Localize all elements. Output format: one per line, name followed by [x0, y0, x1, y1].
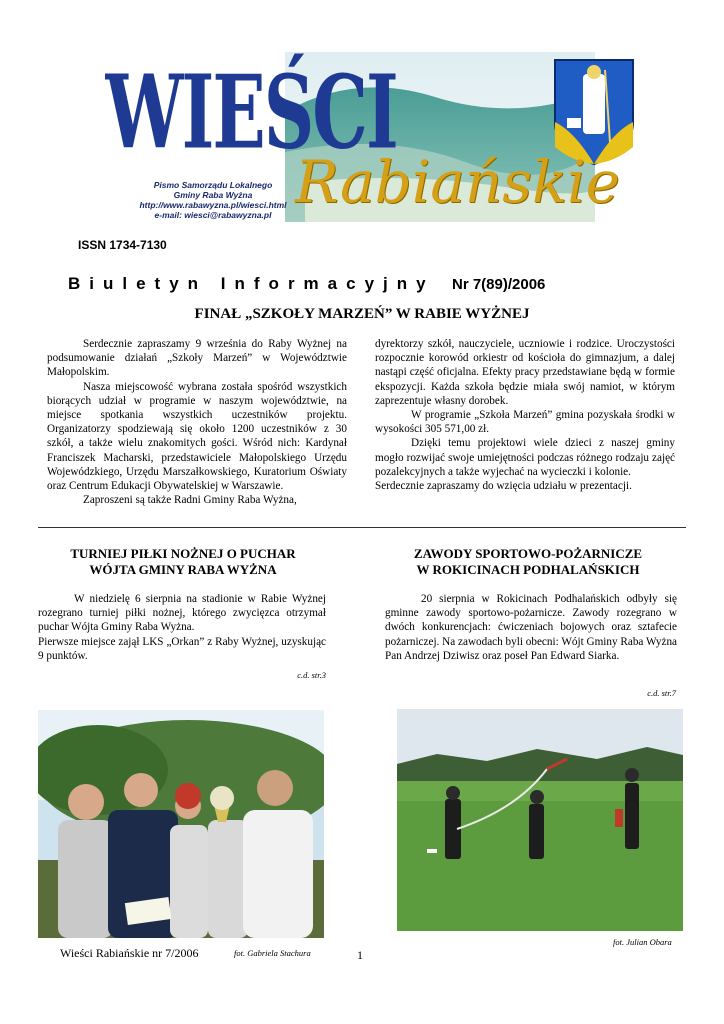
masthead-title-main: WIEŚCI [105, 52, 397, 173]
title-line: WÓJTA GMINY RABA WYŻNA [89, 562, 277, 577]
footer-publication: Wieści Rabiańskie nr 7/2006 [60, 946, 199, 960]
section-divider [38, 527, 686, 528]
publisher-line: Pismo Samorządu Lokalnego [153, 180, 273, 190]
title-line: ZAWODY SPORTOWO-POŻARNICZE [413, 546, 643, 561]
photo-caption: fot. Gabriela Stachura [234, 948, 311, 958]
page-number: 1 [357, 948, 363, 962]
football-section-body [38, 592, 326, 663]
football-section-title [38, 546, 328, 578]
firefighters-competition-photo [397, 709, 683, 931]
paragraph: Zaproszeni są także Radni Gminy Raba Wyżna, [83, 494, 297, 507]
main-article-title: FINAŁ „SZKOŁY MARZEŃ” W RABIE WYŻNEJ [194, 306, 530, 322]
main-article-right-column [375, 337, 675, 493]
publisher-url: http://www.rabawyzna.pl/wiesci.html [139, 200, 287, 210]
paragraph: Nasza miejscowość wybrana została spośród wszystkich biorących udział w programie w naszym województwie, na miejsce spotkania wszystkich uczestników projektu. Organizatorzy spodziewają się około 1200 uczestników z 30 szkół, a także wielu znakomitych gości. Wśród nich: Kardynał Franciszek Macharski, przedstawiciele Małopolskiego Urzędu Wojewódzkiego, Urzędu Marszałkowskiego, Kuratorium Oświaty oraz Centrum Edukacji Obywatelskiej w Warszawie. [47, 380, 347, 493]
main-article-left-column [47, 337, 347, 507]
masthead-title-script: Rabiańskie [295, 148, 620, 216]
firefighters-section-title [378, 546, 678, 578]
paragraph: W programie „Szkoła Marzeń” gmina pozyskała środki w wysokości 305 571,00 zł. [375, 409, 675, 436]
title-line: W ROKICINACH PODHALAŃSKICH [416, 562, 640, 577]
publisher-email: e-mail: wiesci@rabawyzna.pl [154, 210, 272, 220]
paragraph: W niedzielę 6 sierpnia na stadionie w Rabie Wyżnej rozegrano turniej piłki nożnej, którego zwycięzca otrzymał puchar Wójta Gminy Raba Wyżna. [38, 593, 326, 634]
photo-caption: fot. Julian Obara [613, 937, 672, 947]
paragraph: dyrektorzy szkół, nauczyciele, uczniowie i rodzice. Uroczystości rozpocznie korowód orkiestr od kościoła do gimnazjum, a dalej nastąpi część oficjalna. Efekty pracy przedstawiane będą w formie ekspozycji. Każda szkoła będzie miała swój namiot, w którym zaprezentuje własny dorobek. [375, 338, 675, 407]
bulletin-label: Biuletyn Informacyjny [68, 274, 435, 293]
issue-number: Nr 7(89)/2006 [452, 276, 546, 293]
publisher-info [103, 180, 323, 220]
paragraph: Serdecznie zapraszamy 9 września do Raby Wyżnej na podsumowanie działań „Szkoły Marzeń” w Województwie Małopolskim. [47, 338, 347, 379]
continued-note: c.d. str.3 [297, 670, 326, 680]
publisher-line: Gminy Raba Wyżna [173, 190, 253, 200]
paragraph: Dzięki temu projektowi wiele dzieci z naszej gminy mogło rozwijać swoje umiejętności podczas różnego rodzaju zajęć pozalekcyjnych a także wyjechać na wycieczki i kolonie. [375, 437, 675, 478]
title-line: TURNIEJ PIŁKI NOŻNEJ O PUCHAR [70, 546, 296, 561]
paragraph: Serdecznie zapraszamy do wzięcia udziału w prezentacji. [375, 480, 632, 493]
paragraph: Pierwsze miejsce zajął LKS „Orkan” z Raby Wyżnej, uzyskując 9 punktów. [38, 635, 326, 662]
continued-note: c.d. str.7 [647, 688, 676, 698]
paragraph: 20 sierpnia w Rokicinach Podhalańskich odbyły się gminne zawody sportowo-pożarnicze. Zawody rozegrano w dwóch konkurencjach: ćwiczeniach bojowych oraz sztafecie pożarniczej. Na zawodach byli obecni: Wójt Gminy Raba Wyżna Pan Andrzej Dziwisz oraz poseł Pan Edward Siarka. [385, 593, 677, 662]
football-award-photo [38, 710, 324, 938]
firefighters-section-body [385, 592, 677, 663]
issn: ISSN 1734-7130 [78, 238, 167, 252]
